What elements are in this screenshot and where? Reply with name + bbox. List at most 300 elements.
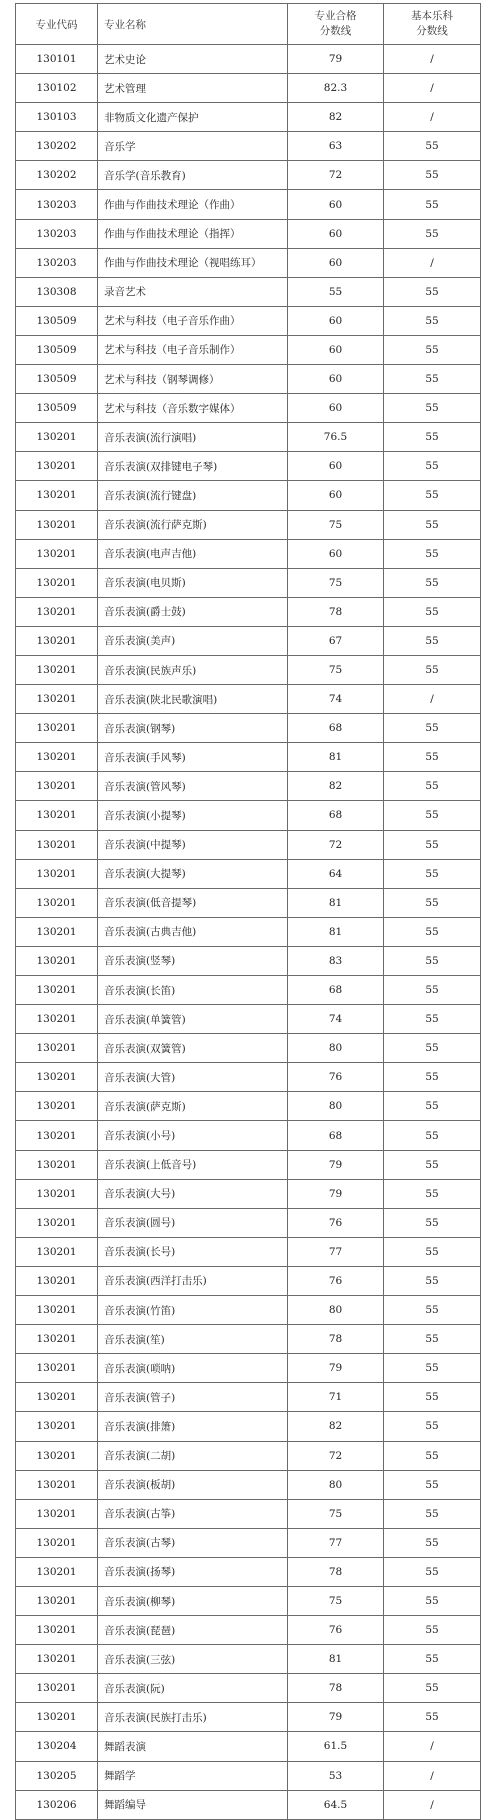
- cell-code: 130203: [16, 190, 98, 219]
- table-row: [16, 335, 481, 364]
- cell-basic: 55: [384, 772, 481, 801]
- header-score-line2: 分数线: [319, 25, 352, 37]
- cell-name: 音乐表演(大管): [98, 1063, 288, 1092]
- cell-score: 67: [288, 626, 384, 655]
- table-row: [16, 1354, 481, 1383]
- table-row: [16, 365, 481, 394]
- cell-score: 75: [288, 1499, 384, 1528]
- cell-score: 60: [288, 365, 384, 394]
- cell-name: 音乐表演(唢呐): [98, 1354, 288, 1383]
- cell-code: 130201: [16, 946, 98, 975]
- cell-name: 艺术史论: [98, 45, 288, 74]
- cell-basic: 55: [384, 714, 481, 743]
- cell-code: 130201: [16, 772, 98, 801]
- cell-score: 80: [288, 1092, 384, 1121]
- cell-code: 130202: [16, 132, 98, 161]
- table-row: [16, 306, 481, 335]
- cell-score: 68: [288, 714, 384, 743]
- cell-code: 130101: [16, 45, 98, 74]
- cell-basic: 55: [384, 597, 481, 626]
- cell-name: 音乐表演(琵琶): [98, 1616, 288, 1645]
- table-row: [16, 45, 481, 74]
- table-row: [16, 161, 481, 190]
- cell-name: 艺术与科技（电子音乐作曲）: [98, 306, 288, 335]
- cell-basic: 55: [384, 394, 481, 423]
- cell-score: 81: [288, 917, 384, 946]
- cell-code: 130201: [16, 1063, 98, 1092]
- cell-basic: /: [384, 1761, 481, 1790]
- cell-name: 音乐表演(西洋打击乐): [98, 1266, 288, 1295]
- cell-basic: 55: [384, 423, 481, 452]
- table-row: [16, 917, 481, 946]
- cell-score: 83: [288, 946, 384, 975]
- cell-basic: 55: [384, 1528, 481, 1557]
- cell-basic: 55: [384, 335, 481, 364]
- cell-score: 61.5: [288, 1732, 384, 1761]
- cell-code: 130201: [16, 1674, 98, 1703]
- cell-basic: 55: [384, 452, 481, 481]
- table-row: [16, 190, 481, 219]
- cell-code: 130203: [16, 219, 98, 248]
- header-row: [16, 4, 481, 45]
- table-row: [16, 1528, 481, 1557]
- cell-code: 130203: [16, 248, 98, 277]
- cell-score: 60: [288, 481, 384, 510]
- cell-code: 130201: [16, 1470, 98, 1499]
- cell-code: 130201: [16, 481, 98, 510]
- table-row: [16, 772, 481, 801]
- cell-basic: 55: [384, 743, 481, 772]
- cell-code: 130102: [16, 74, 98, 103]
- cell-name: 音乐表演(古琴): [98, 1528, 288, 1557]
- cell-score: 71: [288, 1383, 384, 1412]
- cell-name: 作曲与作曲技术理论（指挥）: [98, 219, 288, 248]
- cell-score: 81: [288, 888, 384, 917]
- table-row: [16, 394, 481, 423]
- cell-code: 130201: [16, 626, 98, 655]
- cell-name: 舞蹈表演: [98, 1732, 288, 1761]
- cell-basic: 55: [384, 655, 481, 684]
- cell-score: 79: [288, 1703, 384, 1732]
- cell-basic: 55: [384, 1674, 481, 1703]
- cell-name: 艺术与科技（钢琴调修）: [98, 365, 288, 394]
- cell-basic: 55: [384, 365, 481, 394]
- cell-name: 音乐表演(民族打击乐): [98, 1703, 288, 1732]
- cell-name: 音乐表演(竹笛): [98, 1296, 288, 1325]
- cell-basic: 55: [384, 510, 481, 539]
- table-row: [16, 452, 481, 481]
- cell-name: 音乐学: [98, 132, 288, 161]
- cell-code: 130201: [16, 1557, 98, 1586]
- table-row: [16, 539, 481, 568]
- header-score: [288, 4, 384, 45]
- cell-score: 72: [288, 830, 384, 859]
- cell-score: 55: [288, 277, 384, 306]
- cell-name: 音乐表演(双簧管): [98, 1034, 288, 1063]
- cell-score: 77: [288, 1528, 384, 1557]
- cell-code: 130201: [16, 1121, 98, 1150]
- cell-name: 音乐表演(笙): [98, 1325, 288, 1354]
- table-row: [16, 1674, 481, 1703]
- table-row: [16, 1063, 481, 1092]
- cell-code: 130201: [16, 1383, 98, 1412]
- table-row: [16, 1732, 481, 1761]
- cell-basic: 55: [384, 1092, 481, 1121]
- cell-score: 76.5: [288, 423, 384, 452]
- table-row: [16, 1121, 481, 1150]
- cell-name: 音乐学(音乐教育): [98, 161, 288, 190]
- cell-code: 130201: [16, 1150, 98, 1179]
- cell-score: 79: [288, 45, 384, 74]
- cell-basic: 55: [384, 1005, 481, 1034]
- cell-name: 作曲与作曲技术理论（视唱练耳）: [98, 248, 288, 277]
- table-row: [16, 743, 481, 772]
- score-table: [15, 3, 481, 1820]
- cell-name: 舞蹈编导: [98, 1790, 288, 1819]
- cell-name: 音乐表演(三弦): [98, 1645, 288, 1674]
- cell-basic: 55: [384, 1383, 481, 1412]
- table-row: [16, 510, 481, 539]
- cell-basic: 55: [384, 1441, 481, 1470]
- cell-basic: 55: [384, 1499, 481, 1528]
- cell-name: 音乐表演(流行演唱): [98, 423, 288, 452]
- cell-basic: 55: [384, 1616, 481, 1645]
- cell-score: 79: [288, 1150, 384, 1179]
- cell-score: 60: [288, 539, 384, 568]
- cell-name: 音乐表演(流行萨克斯): [98, 510, 288, 539]
- header-score-line1: 专业合格: [314, 10, 357, 22]
- cell-basic: 55: [384, 801, 481, 830]
- table-row: [16, 277, 481, 306]
- cell-score: 77: [288, 1237, 384, 1266]
- table-row: [16, 219, 481, 248]
- cell-name: 音乐表演(古典吉他): [98, 917, 288, 946]
- cell-code: 130201: [16, 1441, 98, 1470]
- table-row: [16, 1703, 481, 1732]
- cell-basic: /: [384, 248, 481, 277]
- cell-basic: 55: [384, 1703, 481, 1732]
- table-row: [16, 1325, 481, 1354]
- table-row: [16, 1790, 481, 1819]
- cell-basic: 55: [384, 1121, 481, 1150]
- table-row: [16, 597, 481, 626]
- table-row: [16, 830, 481, 859]
- cell-score: 81: [288, 1645, 384, 1674]
- table-row: [16, 1616, 481, 1645]
- table-row: [16, 1761, 481, 1790]
- cell-name: 音乐表演(管风琴): [98, 772, 288, 801]
- cell-basic: /: [384, 74, 481, 103]
- cell-name: 音乐表演(单簧管): [98, 1005, 288, 1034]
- table-row: [16, 1296, 481, 1325]
- cell-name: 录音艺术: [98, 277, 288, 306]
- cell-basic: 55: [384, 568, 481, 597]
- header-basic: [384, 4, 481, 45]
- table-row: [16, 1266, 481, 1295]
- cell-code: 130202: [16, 161, 98, 190]
- cell-basic: 55: [384, 1034, 481, 1063]
- cell-name: 音乐表演(美声): [98, 626, 288, 655]
- cell-score: 80: [288, 1470, 384, 1499]
- cell-name: 音乐表演(民族声乐): [98, 655, 288, 684]
- cell-name: 音乐表演(柳琴): [98, 1586, 288, 1615]
- cell-code: 130201: [16, 1499, 98, 1528]
- cell-score: 60: [288, 306, 384, 335]
- cell-name: 音乐表演(板胡): [98, 1470, 288, 1499]
- cell-score: 75: [288, 568, 384, 597]
- table-row: [16, 976, 481, 1005]
- cell-basic: /: [384, 685, 481, 714]
- table-row: [16, 1208, 481, 1237]
- table-row: [16, 1499, 481, 1528]
- cell-basic: 55: [384, 481, 481, 510]
- cell-name: 音乐表演(二胡): [98, 1441, 288, 1470]
- cell-code: 130201: [16, 801, 98, 830]
- cell-score: 72: [288, 1441, 384, 1470]
- cell-score: 80: [288, 1034, 384, 1063]
- cell-score: 64: [288, 859, 384, 888]
- cell-code: 130103: [16, 103, 98, 132]
- cell-name: 音乐表演(陕北民歌演唱): [98, 685, 288, 714]
- header-basic-line1: 基本乐科: [411, 10, 453, 22]
- cell-score: 60: [288, 219, 384, 248]
- cell-code: 130201: [16, 539, 98, 568]
- cell-code: 130201: [16, 1005, 98, 1034]
- cell-score: 79: [288, 1354, 384, 1383]
- cell-basic: 55: [384, 1325, 481, 1354]
- cell-name: 音乐表演(电贝斯): [98, 568, 288, 597]
- cell-name: 音乐表演(长笛): [98, 976, 288, 1005]
- cell-code: 130201: [16, 1092, 98, 1121]
- cell-basic: 55: [384, 277, 481, 306]
- cell-basic: 55: [384, 1266, 481, 1295]
- cell-code: 130201: [16, 1354, 98, 1383]
- cell-basic: 55: [384, 1586, 481, 1615]
- cell-name: 音乐表演(中提琴): [98, 830, 288, 859]
- cell-score: 78: [288, 1325, 384, 1354]
- cell-score: 78: [288, 597, 384, 626]
- table-row: [16, 103, 481, 132]
- table-row: [16, 685, 481, 714]
- cell-name: 音乐表演(萨克斯): [98, 1092, 288, 1121]
- table-row: [16, 714, 481, 743]
- cell-code: 130201: [16, 655, 98, 684]
- header-name: 专业名称: [98, 4, 288, 45]
- table-row: [16, 248, 481, 277]
- cell-name: 音乐表演(钢琴): [98, 714, 288, 743]
- cell-basic: 55: [384, 1179, 481, 1208]
- cell-basic: 55: [384, 1645, 481, 1674]
- cell-code: 130201: [16, 1528, 98, 1557]
- cell-basic: /: [384, 103, 481, 132]
- cell-score: 79: [288, 1179, 384, 1208]
- table-row: [16, 946, 481, 975]
- cell-code: 130509: [16, 394, 98, 423]
- table-row: [16, 1092, 481, 1121]
- cell-name: 非物质文化遗产保护: [98, 103, 288, 132]
- cell-score: 82.3: [288, 74, 384, 103]
- cell-name: 艺术与科技（电子音乐制作）: [98, 335, 288, 364]
- cell-code: 130201: [16, 1208, 98, 1237]
- table-row: [16, 1557, 481, 1586]
- cell-code: 130201: [16, 1412, 98, 1441]
- cell-score: 81: [288, 743, 384, 772]
- table-row: [16, 1645, 481, 1674]
- cell-basic: 55: [384, 946, 481, 975]
- cell-basic: 55: [384, 161, 481, 190]
- cell-basic: 55: [384, 190, 481, 219]
- cell-name: 艺术管理: [98, 74, 288, 103]
- cell-basic: 55: [384, 132, 481, 161]
- table-row: [16, 481, 481, 510]
- cell-code: 130201: [16, 1586, 98, 1615]
- cell-code: 130205: [16, 1761, 98, 1790]
- table-row: [16, 1412, 481, 1441]
- cell-basic: 55: [384, 976, 481, 1005]
- table-row: [16, 1150, 481, 1179]
- cell-basic: 55: [384, 1208, 481, 1237]
- table-row: [16, 423, 481, 452]
- cell-basic: /: [384, 1732, 481, 1761]
- cell-score: 74: [288, 685, 384, 714]
- cell-code: 130201: [16, 423, 98, 452]
- table-row: [16, 1034, 481, 1063]
- cell-score: 76: [288, 1616, 384, 1645]
- table-row: [16, 1179, 481, 1208]
- cell-score: 75: [288, 510, 384, 539]
- table-row: [16, 859, 481, 888]
- cell-code: 130201: [16, 1179, 98, 1208]
- cell-name: 音乐表演(扬琴): [98, 1557, 288, 1586]
- header-code: 专业代码: [16, 4, 98, 45]
- cell-code: 130204: [16, 1732, 98, 1761]
- cell-score: 60: [288, 248, 384, 277]
- cell-score: 60: [288, 394, 384, 423]
- cell-code: 130201: [16, 859, 98, 888]
- table-row: [16, 1586, 481, 1615]
- cell-score: 60: [288, 335, 384, 364]
- cell-score: 76: [288, 1266, 384, 1295]
- cell-name: 音乐表演(电声吉他): [98, 539, 288, 568]
- cell-name: 音乐表演(双排键电子琴): [98, 452, 288, 481]
- cell-basic: 55: [384, 539, 481, 568]
- cell-score: 78: [288, 1557, 384, 1586]
- cell-code: 130201: [16, 1266, 98, 1295]
- header-basic-line2: 分数线: [416, 25, 448, 37]
- table-row: [16, 1237, 481, 1266]
- table-row: [16, 1441, 481, 1470]
- cell-code: 130201: [16, 888, 98, 917]
- cell-code: 130201: [16, 685, 98, 714]
- cell-score: 76: [288, 1063, 384, 1092]
- cell-basic: /: [384, 45, 481, 74]
- cell-basic: 55: [384, 1557, 481, 1586]
- cell-basic: 55: [384, 888, 481, 917]
- cell-name: 艺术与科技（音乐数字媒体）: [98, 394, 288, 423]
- cell-name: 音乐表演(竖琴): [98, 946, 288, 975]
- cell-basic: 55: [384, 219, 481, 248]
- cell-name: 音乐表演(爵士鼓): [98, 597, 288, 626]
- cell-code: 130509: [16, 335, 98, 364]
- cell-name: 音乐表演(阮): [98, 1674, 288, 1703]
- table-row: [16, 801, 481, 830]
- cell-name: 音乐表演(排箫): [98, 1412, 288, 1441]
- cell-basic: 55: [384, 1296, 481, 1325]
- table-row: [16, 1005, 481, 1034]
- cell-score: 64.5: [288, 1790, 384, 1819]
- cell-score: 68: [288, 1121, 384, 1150]
- cell-basic: 55: [384, 1063, 481, 1092]
- cell-name: 音乐表演(流行键盘): [98, 481, 288, 510]
- cell-score: 80: [288, 1296, 384, 1325]
- table-row: [16, 655, 481, 684]
- cell-basic: 55: [384, 1237, 481, 1266]
- cell-code: 130308: [16, 277, 98, 306]
- cell-code: 130201: [16, 714, 98, 743]
- cell-score: 60: [288, 190, 384, 219]
- table-row: [16, 74, 481, 103]
- cell-score: 76: [288, 1208, 384, 1237]
- cell-basic: 55: [384, 1150, 481, 1179]
- cell-basic: 55: [384, 859, 481, 888]
- cell-name: 音乐表演(长号): [98, 1237, 288, 1266]
- cell-score: 75: [288, 1586, 384, 1615]
- cell-code: 130201: [16, 1296, 98, 1325]
- cell-score: 72: [288, 161, 384, 190]
- cell-score: 74: [288, 1005, 384, 1034]
- cell-name: 音乐表演(小号): [98, 1121, 288, 1150]
- cell-name: 音乐表演(圆号): [98, 1208, 288, 1237]
- table-row: [16, 568, 481, 597]
- cell-code: 130201: [16, 597, 98, 626]
- cell-code: 130201: [16, 1645, 98, 1674]
- cell-code: 130206: [16, 1790, 98, 1819]
- cell-code: 130509: [16, 365, 98, 394]
- cell-code: 130509: [16, 306, 98, 335]
- cell-code: 130201: [16, 568, 98, 597]
- cell-code: 130201: [16, 510, 98, 539]
- cell-code: 130201: [16, 1325, 98, 1354]
- table-row: [16, 132, 481, 161]
- table-row: [16, 626, 481, 655]
- cell-score: 53: [288, 1761, 384, 1790]
- table-row: [16, 1383, 481, 1412]
- table-row: [16, 1470, 481, 1499]
- table-header: [16, 4, 481, 45]
- cell-code: 130201: [16, 917, 98, 946]
- cell-basic: 55: [384, 1470, 481, 1499]
- cell-score: 63: [288, 132, 384, 161]
- cell-score: 82: [288, 103, 384, 132]
- cell-name: 作曲与作曲技术理论（作曲）: [98, 190, 288, 219]
- cell-name: 音乐表演(大提琴): [98, 859, 288, 888]
- cell-code: 130201: [16, 1034, 98, 1063]
- cell-basic: 55: [384, 1354, 481, 1383]
- cell-name: 音乐表演(手风琴): [98, 743, 288, 772]
- cell-code: 130201: [16, 1703, 98, 1732]
- cell-basic: 55: [384, 917, 481, 946]
- cell-name: 音乐表演(大号): [98, 1179, 288, 1208]
- cell-code: 130201: [16, 830, 98, 859]
- cell-score: 75: [288, 655, 384, 684]
- table-body: [16, 45, 481, 1820]
- cell-basic: 55: [384, 306, 481, 335]
- cell-name: 音乐表演(管子): [98, 1383, 288, 1412]
- table-row: [16, 888, 481, 917]
- cell-code: 130201: [16, 1616, 98, 1645]
- cell-basic: 55: [384, 830, 481, 859]
- cell-score: 82: [288, 1412, 384, 1441]
